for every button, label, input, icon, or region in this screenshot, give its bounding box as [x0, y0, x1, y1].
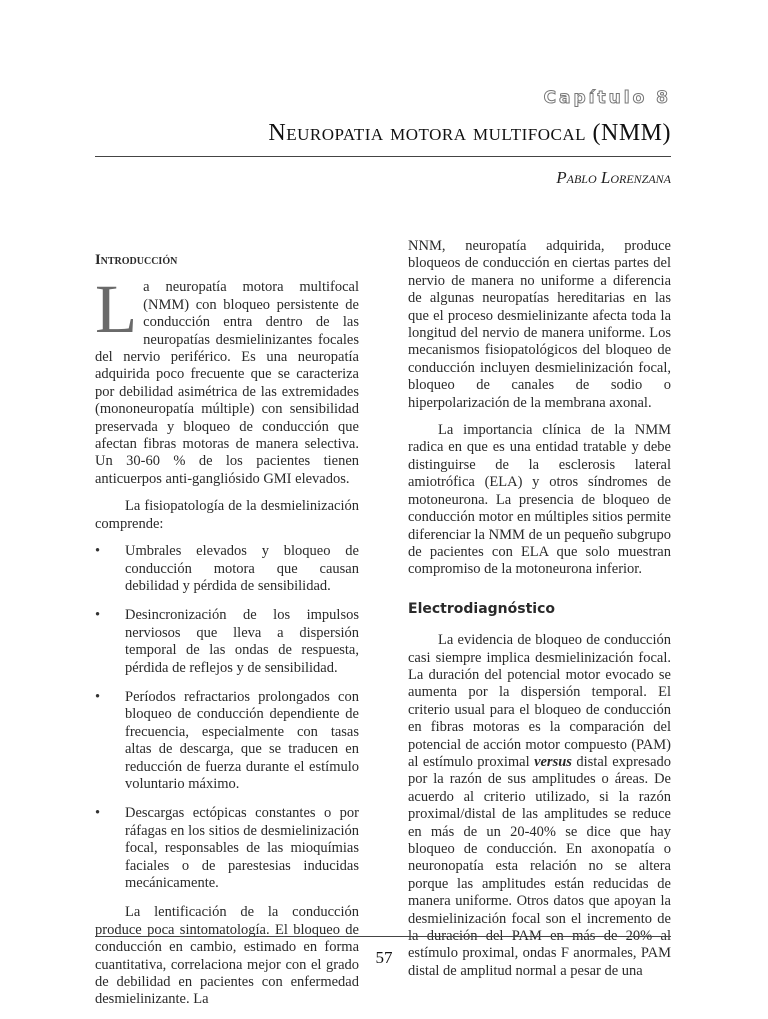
section-heading-electrodiagnostico: Electrodiagnóstico	[408, 600, 555, 617]
closing-paragraph: La lentificación de la conducción produce poca sintomatología. El bloqueo de conducción en cambio, estimado en forma cuantitativa, correlaciona mejor con el grado de debilidad en pacientes con enfermedad desmielinizante. La	[95, 904, 359, 1008]
left-column	[95, 252, 359, 1019]
electro-text-after: distal expresado por la razón de sus amplitudes o áreas. De acuerdo al criterio utilizado, si la razón proximal/distal de las amplitudes se reduce en más de un 20-40% se dice que hay bloqueo de conducción. En axonopatía o neuronopatía esta relación no se altera porque las amplitudes están reducidas de manera uniforme. Otros datos que apoyan la desmielinización focal son el incremento de la duración del PAM en más de 20% al estímulo proximal, ondas F anormales, PAM distal de amplitud normal a pesar de una	[408, 753, 671, 979]
drop-cap: L	[95, 271, 138, 348]
electro-emphasis: versus	[534, 753, 572, 770]
author-name: Pablo Lorenzana	[556, 168, 671, 187]
intro-paragraph	[95, 271, 359, 488]
title-divider	[95, 156, 671, 157]
pathophysiology-list	[95, 543, 359, 892]
chapter-label: Capítulo 8	[543, 88, 671, 108]
section-heading-introduccion: Introducción	[95, 252, 178, 268]
electro-text-before: La evidencia de bloqueo de conducción casi siempre implica desmielinización focal. La duración del potencial motor evocado se aumenta por la dispersión temporal. El criterio usual para el bloqueo de conducción en fibras motoras es la comparación del potencial de acción motor compuesto (PAM) al estímulo proximal	[408, 632, 671, 770]
page-number: 57	[375, 948, 393, 967]
list-item: • Períodos refractarios prolongados con bloqueo de conducción dependiente de frecuencia, especialmente con tasas altas de descarga, que se traducen en reducción de fuerza durante el estímulo voluntario máximo.	[95, 689, 359, 793]
list-item: • Umbrales elevados y bloqueo de conducción motora que causan debilidad y pérdida de sensibilidad.	[95, 543, 359, 595]
list-item: • Desincronización de los impulsos nerviosos que lleva a dispersión temporal de las ondas de respuesta, pérdida de reflejos y de sensibilidad.	[95, 607, 359, 677]
pathophysiology-intro: La fisiopatología de la desmielinización comprende:	[95, 498, 359, 532]
importance-paragraph: La importancia clínica de la NMM radica en que es una entidad tratable y debe distinguirse de la esclerosis lateral amiotrófica (ELA) y otros síndromes de motoneurona. La presencia de bloqueo de conducción motor en múltiples sitios permite diferenciar la NMM de un pequeño subgrupo de pacientes con ELA que solo muestran compromiso de la motoneurona inferior.	[408, 422, 671, 578]
list-item: • Descargas ectópicas constantes o por ráfagas en los sitios de desmielinización focal, responsables de las mioquímias faciales o de parestesias inducidas mecánicamente.	[95, 805, 359, 892]
electro-paragraph	[408, 632, 671, 980]
footer-divider	[95, 936, 671, 937]
continuation-paragraph: NNM, neuropatía adquirida, produce bloqueos de conducción en ciertas partes del nervio de manera no uniforme a diferencia de algunas neuropatías hereditarias en las que el proceso desmielinizante afecta toda la longitud del nervio de manera uniforme. Los mecanismos fisiopatológicos del bloqueo de conducción incluyen desmielinización focal, bloqueo de canales de sodio o hiperpolarización de la membrana axonal.	[408, 238, 671, 411]
right-column	[408, 238, 671, 990]
intro-paragraph-text: a neuropatía motora multifocal (NMM) con bloqueo persistente de conducción entra dentro de las neuropatías desmielinizantes focales del nervio periférico. Es una neuropatía adquirida poco frecuente que se caracteriza por debilidad asimétrica de las extremidades (mononeuropatía múltiple) con sensibilidad preservada y bloqueo de conducción que afectan fibras motoras de manera selectiva. Un 30-60 % de los pacientes tienen anticuerpos anti-gangliósido GMI elevados.	[95, 279, 359, 487]
chapter-title: Neuropatia motora multifocal (NMM)	[268, 120, 671, 146]
